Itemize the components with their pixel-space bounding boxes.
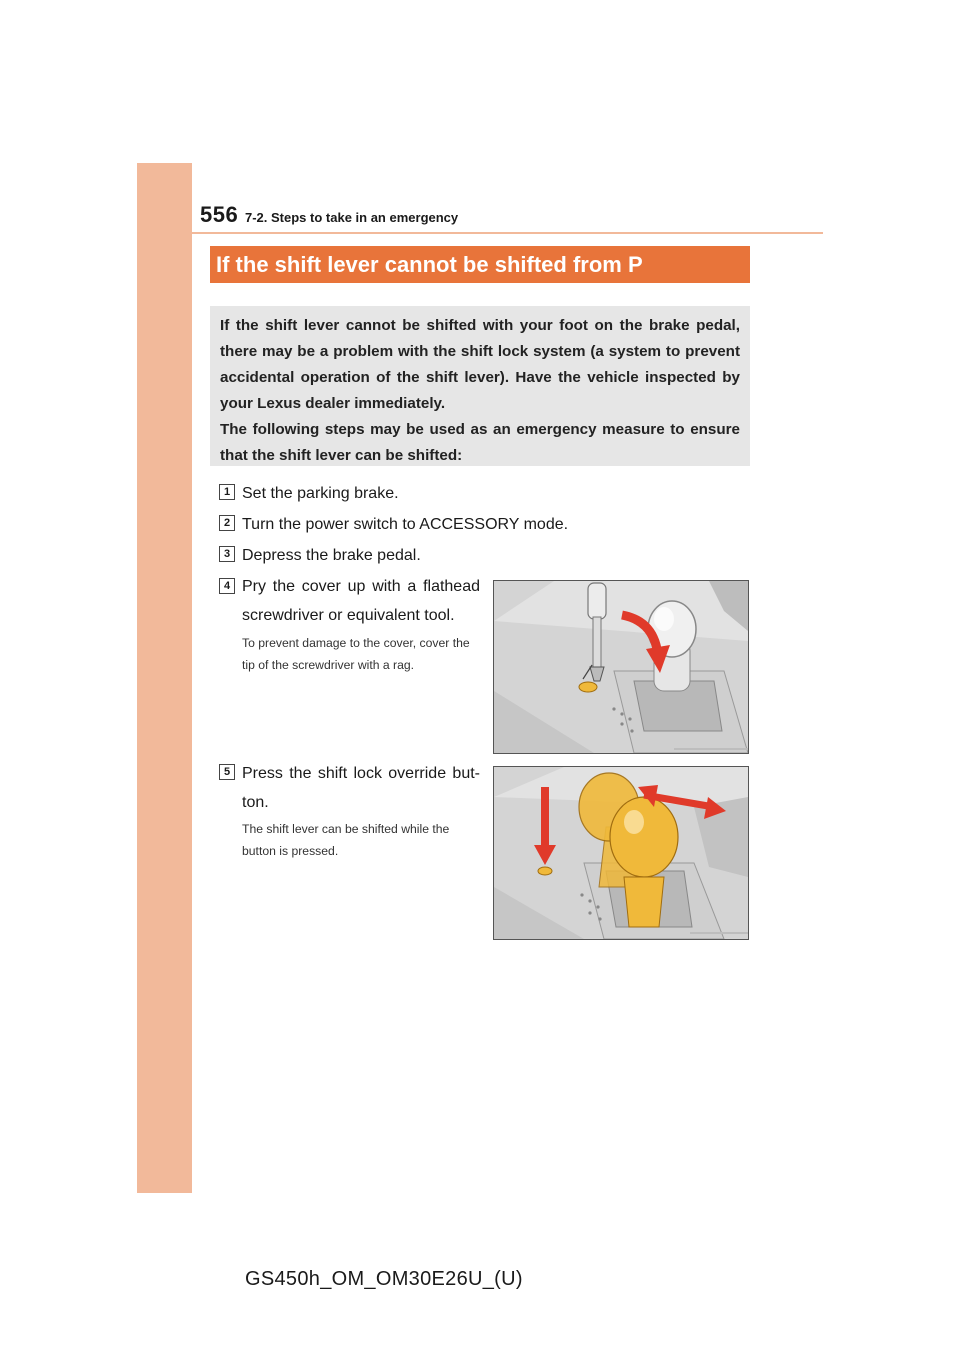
section-heading: If the shift lever cannot be shifted from P [210,246,750,283]
step-2-number: 2 [219,515,235,531]
step-4-note: To prevent damage to the cover, cover the tip of the screwdriver with a rag. [242,636,470,672]
figure-override-button [493,766,749,940]
step-3-text: Depress the brake pedal. [242,547,421,564]
header-divider [192,232,823,234]
step-5-number: 5 [219,764,235,780]
step-5-text: Press the shift lock override but-ton. [242,765,480,811]
step-4-text: Pry the cover up with a flathead screwdriver or equivalent tool. [242,578,480,624]
override-button-illustration [494,767,748,939]
page-number: 556 [200,202,239,227]
step-5-note: The shift lever can be shifted while the button is pressed. [242,822,450,858]
section-title: 7-2. Steps to take in an emergency [245,210,459,225]
document-code-footer: GS450h_OM_OM30E26U_(U) [245,1268,523,1290]
sidebar-tab [137,163,192,1193]
pry-cover-illustration [494,581,748,753]
step-1-text: Set the parking brake. [242,485,399,502]
figure-pry-cover [493,580,749,754]
step-4-number: 4 [219,578,235,594]
step-1-number: 1 [219,484,235,500]
step-2-text: Turn the power switch to ACCESSORY mode. [242,516,569,533]
intro-box [210,306,750,466]
step-3-number: 3 [219,546,235,562]
intro-paragraph-2: The following steps may be used as an emergency measure to ensure that the shift lever can be shifted: [220,421,740,464]
intro-paragraph-1: If the shift lever cannot be shifted with your foot on the brake pedal, there may be a problem with the shift lock system (a system to prevent accidental operation of the shift lever). Have the vehicle inspected by your Lexus dealer immediately. [220,317,740,412]
